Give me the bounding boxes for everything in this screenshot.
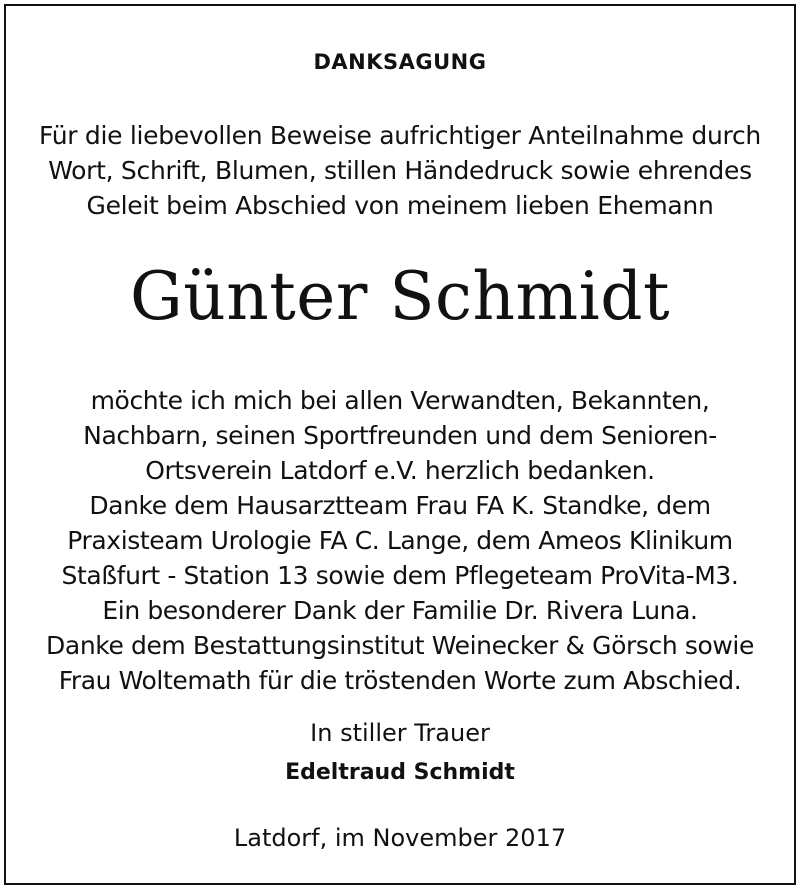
thanks-line: möchte ich mich bei allen Verwandten, Bekannten,: [90, 386, 710, 415]
thanks-line: Ein besonderer Dank der Familie Dr. Rivera Luna.: [102, 596, 698, 625]
thanks-paragraph: [6, 383, 794, 698]
intro-paragraph: [6, 118, 794, 223]
signer-name: Edeltraud Schmidt: [285, 760, 515, 785]
intro-line: Für die liebevollen Beweise aufrichtiger Anteilnahme durch: [39, 121, 761, 150]
obituary-notice: [6, 6, 794, 883]
thanks-line: Nachbarn, seinen Sportfreunden und dem Senioren-: [83, 421, 717, 450]
intro-line: Wort, Schrift, Blumen, stillen Händedruck sowie ehrendes: [48, 156, 752, 185]
thanks-line: Frau Woltemath für die tröstenden Worte zum Abschied.: [58, 666, 742, 695]
place-and-date: Latdorf, im November 2017: [233, 824, 567, 852]
thanks-line: Praxisteam Urologie FA C. Lange, dem Ameos Klinikum: [67, 526, 733, 555]
deceased-name: Günter Schmidt: [130, 258, 670, 335]
thanks-line: Danke dem Hausarztteam Frau FA K. Standke, dem: [89, 491, 711, 520]
thanks-line: Danke dem Bestattungsinstitut Weinecker & Görsch sowie: [46, 631, 754, 660]
mourning-line: In stiller Trauer: [310, 719, 490, 747]
notice-heading: DANKSAGUNG: [313, 50, 487, 74]
intro-line: Geleit beim Abschied von meinem lieben Ehemann: [86, 191, 714, 220]
notice-border: [4, 4, 796, 885]
thanks-line: Staßfurt - Station 13 sowie dem Pflegeteam ProVita-M3.: [61, 561, 739, 590]
thanks-line: Ortsverein Latdorf e.V. herzlich bedanken.: [145, 456, 655, 485]
